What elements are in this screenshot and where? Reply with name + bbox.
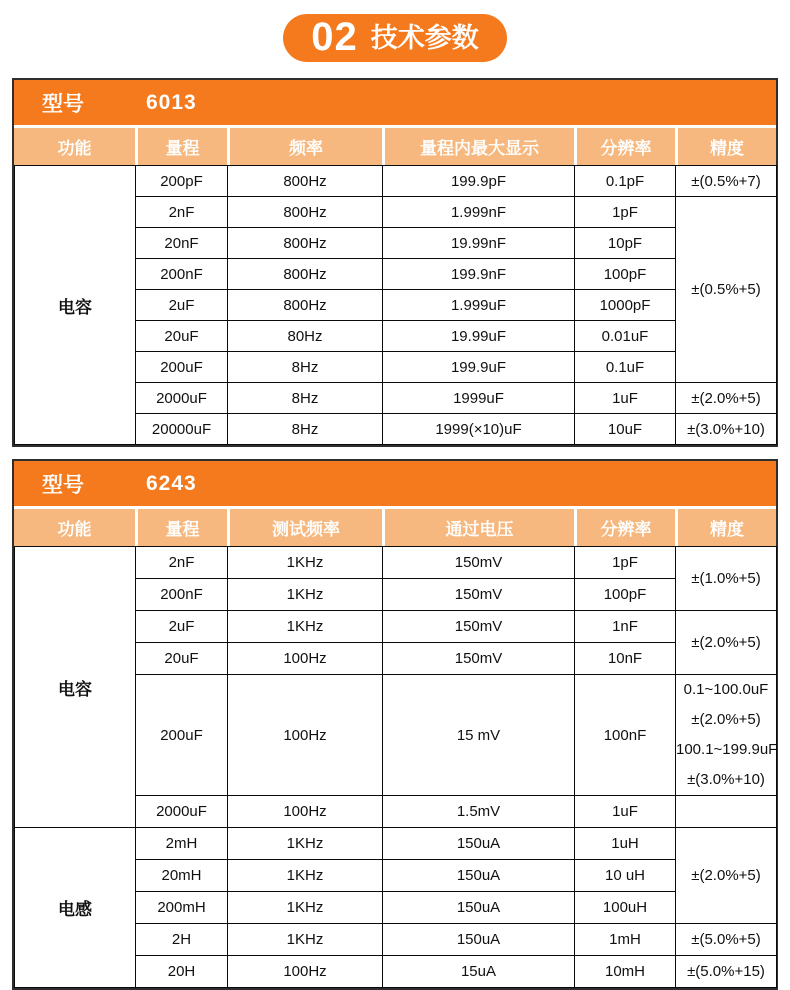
- max-display-cell: 1.999uF: [383, 290, 575, 321]
- frequency-cell: 100Hz: [228, 796, 383, 828]
- frequency-cell: 1KHz: [228, 828, 383, 860]
- resolution-cell: 1nF: [575, 611, 676, 643]
- resolution-cell: 1000pF: [575, 290, 676, 321]
- range-cell: 20000uF: [136, 414, 228, 445]
- frequency-cell: 800Hz: [228, 166, 383, 197]
- range-cell: 2H: [136, 924, 228, 956]
- model-number: 6243: [146, 471, 197, 495]
- max-display-cell: 1.999nF: [383, 197, 575, 228]
- resolution-cell: 1pF: [575, 197, 676, 228]
- range-cell: 200uF: [136, 352, 228, 383]
- section-badge: [283, 14, 507, 62]
- resolution-cell: 1uF: [575, 383, 676, 414]
- accuracy-cell-empty: [676, 796, 777, 828]
- resolution-cell: 0.1pF: [575, 166, 676, 197]
- range-cell: 20mH: [136, 860, 228, 892]
- data-grid-6013: [14, 165, 777, 445]
- accuracy-value-line: ±(2.0%+5): [691, 711, 761, 728]
- data-grid-6243: [14, 546, 777, 988]
- accuracy-range-line: 100.1~199.9uF: [676, 741, 778, 758]
- accuracy-cell: ±(5.0%+15): [676, 956, 777, 988]
- resolution-cell: 10pF: [575, 228, 676, 259]
- max-display-cell: 199.9nF: [383, 259, 575, 290]
- accuracy-text: ±(1.0%+5): [691, 570, 761, 587]
- range-cell: 200nF: [136, 579, 228, 611]
- accuracy-cell-merged: [676, 611, 777, 675]
- frequency-cell: 8Hz: [228, 383, 383, 414]
- frequency-cell: 800Hz: [228, 197, 383, 228]
- voltage-cell: 15 mV: [383, 675, 575, 796]
- max-display-cell: 19.99nF: [383, 228, 575, 259]
- spec-table-6243: [12, 459, 778, 990]
- column-header-row: [14, 128, 776, 165]
- frequency-cell: 8Hz: [228, 414, 383, 445]
- table-row: [15, 828, 777, 860]
- resolution-cell: 10uF: [575, 414, 676, 445]
- frequency-cell: 100Hz: [228, 956, 383, 988]
- range-cell: 200uF: [136, 675, 228, 796]
- range-cell: 20uF: [136, 643, 228, 675]
- resolution-cell: 1pF: [575, 547, 676, 579]
- accuracy-value-line: ±(3.0%+10): [687, 771, 765, 788]
- table-row: [15, 166, 777, 197]
- col-header-range: 量程: [135, 509, 227, 546]
- max-display-cell: 1999uF: [383, 383, 575, 414]
- col-header-max-display: 量程内最大显示: [382, 128, 574, 165]
- resolution-cell: 10mH: [575, 956, 676, 988]
- range-cell: 20H: [136, 956, 228, 988]
- resolution-cell: 10nF: [575, 643, 676, 675]
- model-bar-6013: [14, 80, 776, 125]
- model-bar-6243: [14, 461, 776, 506]
- voltage-cell: 150mV: [383, 611, 575, 643]
- col-header-function: 功能: [14, 509, 135, 546]
- resolution-cell: 0.01uF: [575, 321, 676, 352]
- frequency-cell: 8Hz: [228, 352, 383, 383]
- accuracy-cell-multiline: [676, 675, 777, 796]
- range-cell: 200pF: [136, 166, 228, 197]
- col-header-frequency: 频率: [227, 128, 382, 165]
- frequency-cell: 80Hz: [228, 321, 383, 352]
- accuracy-cell-merged: [676, 547, 777, 611]
- col-header-resolution: 分辨率: [574, 509, 675, 546]
- col-header-through-voltage: 通过电压: [382, 509, 574, 546]
- col-header-range: 量程: [135, 128, 227, 165]
- resolution-cell: 0.1uF: [575, 352, 676, 383]
- range-cell: 2uF: [136, 611, 228, 643]
- voltage-cell: 150mV: [383, 579, 575, 611]
- range-cell: 200mH: [136, 892, 228, 924]
- range-cell: 2000uF: [136, 383, 228, 414]
- range-cell: 2000uF: [136, 796, 228, 828]
- table-row: [15, 547, 777, 579]
- frequency-cell: 1KHz: [228, 547, 383, 579]
- range-cell: 20nF: [136, 228, 228, 259]
- voltage-cell: 150mV: [383, 547, 575, 579]
- spec-table-6013: [12, 78, 778, 447]
- range-cell: 2uF: [136, 290, 228, 321]
- model-number: 6013: [146, 90, 197, 114]
- current-cell: 150uA: [383, 924, 575, 956]
- frequency-cell: 100Hz: [228, 643, 383, 675]
- model-label: 型号: [42, 473, 84, 497]
- current-cell: 15uA: [383, 956, 575, 988]
- function-cell-capacitance: 电容: [15, 166, 136, 445]
- range-cell: 200nF: [136, 259, 228, 290]
- accuracy-cell-merged: ±(0.5%+5): [676, 197, 777, 383]
- col-header-accuracy: 精度: [675, 509, 776, 546]
- resolution-cell: 1uH: [575, 828, 676, 860]
- resolution-cell: 100pF: [575, 259, 676, 290]
- accuracy-cell: ±(2.0%+5): [676, 383, 777, 414]
- max-display-cell: 199.9uF: [383, 352, 575, 383]
- frequency-cell: 800Hz: [228, 259, 383, 290]
- frequency-cell: 100Hz: [228, 675, 383, 796]
- current-cell: 150uA: [383, 828, 575, 860]
- col-header-function: 功能: [14, 128, 135, 165]
- frequency-cell: 1KHz: [228, 892, 383, 924]
- frequency-cell: 1KHz: [228, 924, 383, 956]
- voltage-cell: 1.5mV: [383, 796, 575, 828]
- resolution-cell: 100uH: [575, 892, 676, 924]
- voltage-cell: 150mV: [383, 643, 575, 675]
- accuracy-cell: ±(0.5%+7): [676, 166, 777, 197]
- model-label: 型号: [42, 92, 84, 116]
- col-header-accuracy: 精度: [675, 128, 776, 165]
- section-header: [0, 0, 790, 62]
- resolution-cell: 1uF: [575, 796, 676, 828]
- range-cell: 2mH: [136, 828, 228, 860]
- section-title: 技术参数: [370, 22, 479, 53]
- current-cell: 150uA: [383, 892, 575, 924]
- accuracy-cell-merged: ±(2.0%+5): [676, 828, 777, 924]
- frequency-cell: 1KHz: [228, 611, 383, 643]
- range-cell: 2nF: [136, 197, 228, 228]
- resolution-cell: 10 uH: [575, 860, 676, 892]
- accuracy-text: ±(2.0%+5): [691, 634, 761, 651]
- function-cell-inductance: 电感: [15, 828, 136, 988]
- range-cell: 20uF: [136, 321, 228, 352]
- col-header-resolution: 分辨率: [574, 128, 675, 165]
- frequency-cell: 800Hz: [228, 290, 383, 321]
- frequency-cell: 800Hz: [228, 228, 383, 259]
- section-number: 02: [311, 15, 358, 59]
- frequency-cell: 1KHz: [228, 579, 383, 611]
- range-cell: 2nF: [136, 547, 228, 579]
- accuracy-cell: ±(3.0%+10): [676, 414, 777, 445]
- resolution-cell: 100pF: [575, 579, 676, 611]
- accuracy-cell: ±(5.0%+5): [676, 924, 777, 956]
- column-header-row: [14, 509, 776, 546]
- max-display-cell: 199.9pF: [383, 166, 575, 197]
- max-display-cell: 1999(×10)uF: [383, 414, 575, 445]
- resolution-cell: 1mH: [575, 924, 676, 956]
- frequency-cell: 1KHz: [228, 860, 383, 892]
- col-header-test-frequency: 测试频率: [227, 509, 382, 546]
- resolution-cell: 100nF: [575, 675, 676, 796]
- function-cell-capacitance: 电容: [15, 547, 136, 828]
- accuracy-range-line: 0.1~100.0uF: [683, 681, 769, 698]
- current-cell: 150uA: [383, 860, 575, 892]
- max-display-cell: 19.99uF: [383, 321, 575, 352]
